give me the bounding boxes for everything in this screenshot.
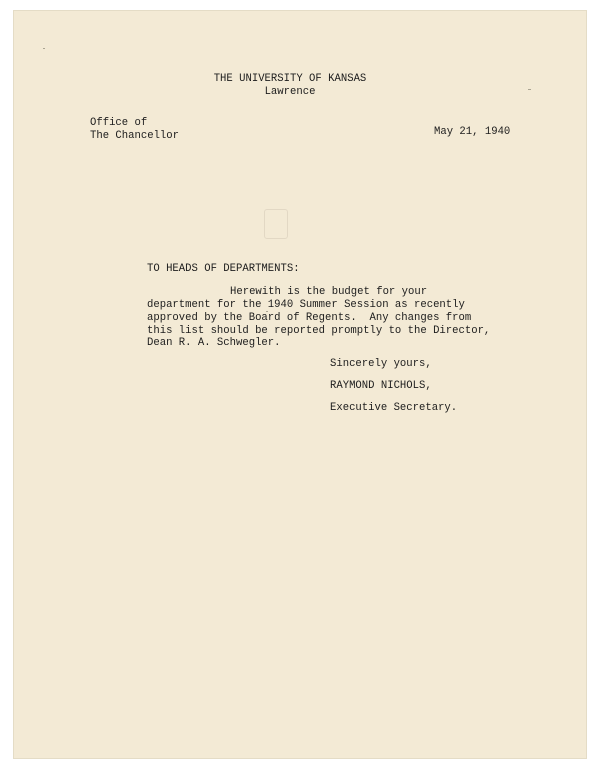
paper-speck (528, 89, 531, 90)
sender-office-line: Office of (90, 117, 148, 129)
body-line: approved by the Board of Regents. Any changes from (147, 312, 472, 324)
body-line: Dean R. A. Schwegler. (147, 337, 281, 349)
signer-name: RAYMOND NICHOLS, (330, 380, 432, 392)
body-line: department for the 1940 Summer Session as recently (147, 299, 465, 311)
sender-chancellor-line: The Chancellor (90, 130, 180, 142)
paper-speck (43, 48, 45, 49)
letterhead-city: Lawrence (264, 86, 316, 98)
letterhead-institution: THE UNIVERSITY OF KANSAS (213, 73, 367, 85)
watermark-ghost (264, 209, 288, 239)
signer-title: Executive Secretary. (330, 402, 458, 414)
letter-date: May 21, 1940 (434, 126, 511, 138)
letter-page (14, 11, 586, 758)
body-line: Herewith is the budget for your (230, 286, 428, 298)
salutation: TO HEADS OF DEPARTMENTS: (147, 263, 300, 275)
valediction: Sincerely yours, (330, 358, 432, 370)
body-line: this list should be reported promptly to the Director, (147, 325, 491, 337)
